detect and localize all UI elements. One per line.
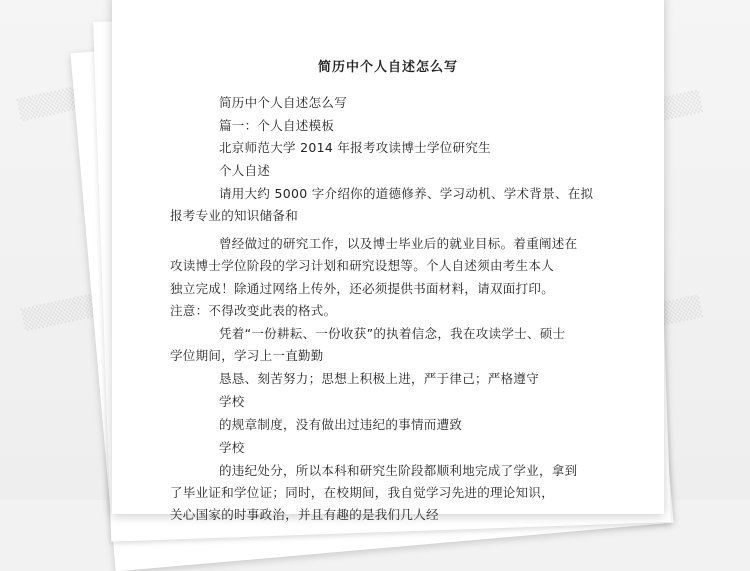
watermark: ▒▒▒▒▒ [20,292,101,332]
document-page [112,0,664,522]
text-line: 简历中个人自述怎么写 [219,95,348,110]
text-line: 曾经做过的研究工作，以及博士毕业后的就业目标。着重阐述在 [219,236,578,251]
watermark: ▒▒▒▒▒ [16,82,97,122]
text-line: 篇一：个人自述模板 [219,118,335,133]
page-title: 简历中个人自述怎么写 [317,60,458,75]
text-line: 凭着“一份耕耘、一份收获”的执着信念，我在攻读学士、硕士 [219,326,566,341]
text-line: 的规章制度，没有做出过违纪的事情而遭致 [219,417,463,432]
text-line: 攻读博士学位阶段的学习计划和研究设想等。个人自述须由考生本人 [170,258,555,273]
text-line: 关心国家的时事政治，并且有趣的是我们几人经 [170,507,439,522]
text-line: 注意：不得改变此表的格式。 [170,303,337,318]
text-line: 北京师范大学 2014 年报考攻读博士学位研究生 [219,140,491,155]
watermark: ▒▒▒▒ [638,293,704,331]
watermark: ▒▒▒▒ [638,88,704,126]
text-line: 学校 [219,394,245,409]
text-line: 学位期间，学习上一直勤勤 [170,348,324,363]
text-line: 学校 [219,440,245,455]
text-line: 的违纪处分，所以本科和研究生阶段都顺利地完成了学业，拿到 [219,463,578,478]
text-line: 了毕业证和学位证；同时，在校期间，我自觉学习先进的理论知识， [170,485,555,500]
text-line: 请用大约 5000 字介绍你的道德修养、学习动机、学术背景、在拟 [219,186,594,201]
text-line: 报考专业的知识储备和 [170,208,299,223]
text-line: 恳恳、刻苦努力；思想上积极上进，严于律己；严格遵守 [219,371,540,386]
text-line: 个人自述 [219,163,271,178]
text-line: 独立完成！除通过网络上传外，还必须提供书面材料，请双面打印。 [170,281,555,296]
